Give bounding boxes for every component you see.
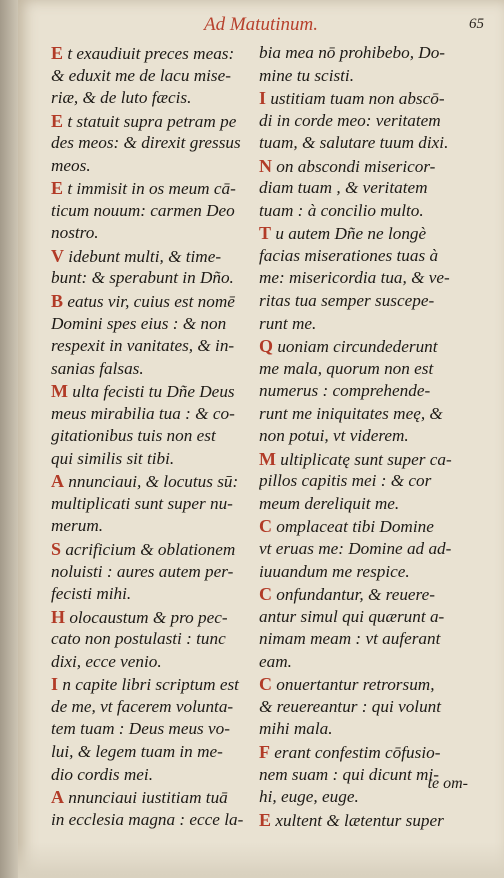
- text-line: [259, 177, 471, 200]
- line-text: non potui, vt viderem.: [259, 426, 409, 446]
- text-line: [259, 628, 471, 651]
- line-text: u autem Dñe ne longè: [271, 224, 427, 244]
- line-text: ustitiam tuam non abscō-: [266, 89, 445, 109]
- text-line: [259, 470, 471, 493]
- line-text: antur simul qui quærunt a-: [259, 606, 445, 626]
- text-line: [259, 538, 471, 561]
- text-line: [51, 764, 263, 787]
- line-text: erant confestim cōfusio-: [270, 742, 441, 762]
- book-binding: [0, 0, 18, 878]
- left-column: [51, 42, 263, 831]
- text-line: [51, 628, 263, 651]
- line-text: vt eruas me: Domine ad ad-: [259, 539, 452, 559]
- text-line: [51, 718, 263, 741]
- text-line: [259, 606, 471, 629]
- text-line: [51, 673, 263, 696]
- text-line: [259, 267, 471, 290]
- line-text: numerus : comprehende-: [259, 381, 431, 401]
- rubric-initial: A: [51, 787, 64, 808]
- text-line: [51, 267, 263, 290]
- line-text: eam.: [259, 651, 292, 671]
- text-line: [51, 583, 263, 606]
- line-text: lui, & legem tuam in me-: [51, 741, 223, 761]
- line-text: iuuandum me respice.: [259, 561, 410, 581]
- line-text: onuertantur retrorsum,: [272, 675, 435, 695]
- line-text: pillos capitis mei : & cor: [259, 471, 432, 491]
- line-text: tuam : à concilio multo.: [259, 200, 424, 220]
- text-line: [51, 696, 263, 719]
- text-line: [51, 470, 263, 493]
- line-text: tuam, & salutare tuum dixi.: [259, 133, 449, 153]
- text-line: [51, 313, 263, 336]
- line-text: nem suam : qui dicunt mi-: [259, 764, 439, 784]
- text-line: [51, 809, 263, 832]
- text-line: [259, 718, 471, 741]
- line-text: ultiplicatę sunt super ca-: [276, 449, 452, 469]
- line-text: ulta fecisti tu Dñe Deus: [68, 382, 235, 402]
- rubric-initial: C: [259, 584, 272, 605]
- line-text: on abscondi misericor-: [272, 156, 436, 176]
- text-line: [51, 245, 263, 268]
- page-number: 65: [469, 16, 484, 32]
- line-text: hi, euge, euge.: [259, 787, 359, 807]
- text-line: [259, 222, 471, 245]
- line-text: tem tuam : Deus meus vo-: [51, 719, 230, 739]
- line-text: fecisti mihi.: [51, 584, 132, 604]
- text-line: [259, 155, 471, 178]
- line-text: t exaudiuit preces meas:: [63, 44, 235, 63]
- text-line: [51, 606, 263, 629]
- line-text: omplaceat tibi Domine: [272, 517, 434, 537]
- text-line: [259, 65, 471, 88]
- text-line: [259, 673, 471, 696]
- rubric-initial: V: [51, 245, 64, 266]
- text-line: [259, 380, 471, 403]
- text-line: [51, 561, 263, 584]
- text-line: [259, 448, 471, 471]
- text-line: [259, 493, 471, 516]
- line-text: meus mirabilia tua : & co-: [51, 403, 235, 423]
- line-text: cato non postulasti : tunc: [51, 629, 226, 649]
- text-line: [51, 177, 263, 200]
- text-line: [51, 515, 263, 538]
- text-line: [259, 110, 471, 133]
- line-text: t immisit in os meum cā-: [63, 179, 236, 199]
- line-text: n capite libri scriptum est: [58, 675, 239, 695]
- line-text: multiplicati sunt super nu-: [51, 493, 233, 513]
- text-line: [51, 493, 263, 516]
- book-page: [18, 0, 504, 878]
- line-text: diam tuam , & veritatem: [259, 178, 428, 198]
- line-text: meum dereliquit me.: [259, 493, 400, 513]
- right-column: [259, 42, 471, 831]
- rubric-initial: C: [259, 674, 272, 695]
- line-text: nnunciaui, & locutus sū:: [64, 472, 239, 492]
- catchword: te om-: [427, 775, 468, 792]
- text-line: [259, 583, 471, 606]
- text-line: [259, 335, 471, 358]
- line-text: respexit in vanitates, & in-: [51, 336, 235, 356]
- line-text: mine tu scisti.: [259, 65, 355, 85]
- line-text: riæ, & de luto fæcis.: [51, 88, 192, 108]
- line-text: mihi mala.: [259, 719, 333, 739]
- line-text: gitationibus tuis non est: [51, 426, 216, 446]
- line-text: me mala, quorum non est: [259, 358, 434, 378]
- line-text: & reuereantur : qui volunt: [259, 696, 442, 716]
- text-line: [51, 222, 263, 245]
- rubric-initial: M: [259, 448, 276, 469]
- line-text: t statuit supra petram pe: [63, 111, 237, 131]
- rubric-initial: M: [51, 381, 68, 402]
- text-line: [51, 65, 263, 88]
- text-line: [259, 200, 471, 223]
- line-text: acrificium & oblationem: [61, 540, 236, 560]
- text-line: [259, 358, 471, 381]
- text-line: [259, 809, 471, 832]
- text-line: [51, 786, 263, 809]
- rubric-initial: C: [259, 516, 272, 537]
- line-text: idebunt multi, & time-: [64, 246, 222, 266]
- line-text: de me, vt facerem volunta-: [51, 696, 234, 716]
- text-line: [259, 42, 471, 65]
- line-text: nostro.: [51, 223, 99, 243]
- line-text: meos.: [51, 155, 91, 175]
- rubric-initial: E: [51, 110, 64, 131]
- rubric-initial: N: [259, 155, 272, 176]
- line-text: sanias falsas.: [51, 358, 144, 378]
- line-text: dixi, ecce venio.: [51, 651, 162, 671]
- rubric-initial: I: [259, 88, 267, 109]
- rubric-initial: E: [259, 809, 272, 830]
- line-text: runt me.: [259, 313, 317, 333]
- line-text: facias miserationes tuas à: [259, 245, 439, 265]
- text-line: [51, 538, 263, 561]
- text-line: [51, 87, 263, 110]
- line-text: eatus vir, cuius est nomē: [63, 292, 235, 312]
- text-line: [259, 651, 471, 674]
- rubric-initial: H: [51, 606, 66, 627]
- text-line: [51, 155, 263, 178]
- text-line: [259, 741, 471, 764]
- running-header: Ad Matutinum.: [204, 14, 318, 35]
- rubric-initial: E: [51, 43, 64, 63]
- text-line: [259, 290, 471, 313]
- text-line: [259, 132, 471, 155]
- line-text: nimam meam : vt auferant: [259, 629, 441, 649]
- text-line: [51, 651, 263, 674]
- text-line: [51, 425, 263, 448]
- text-line: [51, 132, 263, 155]
- line-text: di in corde meo: veritatem: [259, 110, 441, 130]
- text-line: [259, 696, 471, 719]
- text-line: [259, 245, 471, 268]
- text-line: [51, 110, 263, 133]
- line-text: qui similis sit tibi.: [51, 448, 175, 468]
- rubric-initial: B: [51, 291, 64, 312]
- line-text: in ecclesia magna : ecce la-: [51, 809, 244, 829]
- text-line: [51, 448, 263, 471]
- rubric-initial: S: [51, 539, 62, 560]
- text-line: [259, 515, 471, 538]
- rubric-initial: Q: [259, 336, 274, 357]
- line-text: & eduxit me de lacu mise-: [51, 65, 231, 85]
- line-text: bia mea nō prohibebo, Do-: [259, 43, 446, 62]
- text-line: [51, 403, 263, 426]
- line-text: ritas tua semper suscepe-: [259, 291, 435, 311]
- text-line: [51, 741, 263, 764]
- text-line: [51, 200, 263, 223]
- line-text: me: misericordia tua, & ve-: [259, 268, 450, 288]
- line-text: ticum nouum: carmen Deo: [51, 200, 235, 220]
- rubric-initial: F: [259, 741, 270, 762]
- text-line: [51, 42, 263, 65]
- text-line: [259, 87, 471, 110]
- line-text: olocaustum & pro pec-: [65, 607, 228, 627]
- line-text: noluisti : aures autem per-: [51, 561, 234, 581]
- rubric-initial: T: [259, 223, 272, 244]
- rubric-initial: E: [51, 178, 64, 199]
- text-line: [51, 290, 263, 313]
- line-text: uoniam circundederunt: [273, 337, 438, 357]
- line-text: bunt: & sperabunt in Dño.: [51, 268, 234, 288]
- text-line: [259, 313, 471, 336]
- line-text: xultent & lætentur super: [271, 810, 444, 830]
- line-text: Domini spes eius : & non: [51, 313, 227, 333]
- line-text: nnunciaui iustitiam tuā: [64, 788, 228, 808]
- rubric-initial: I: [51, 674, 59, 695]
- line-text: dio cordis mei.: [51, 764, 153, 784]
- line-text: runt me iniquitates meę, &: [259, 403, 443, 423]
- line-text: des meos: & direxit gressus: [51, 133, 241, 153]
- line-text: merum.: [51, 516, 104, 536]
- text-line: [51, 358, 263, 381]
- text-line: [51, 380, 263, 403]
- text-line: [51, 335, 263, 358]
- text-line: [259, 561, 471, 584]
- line-text: onfundantur, & reuere-: [272, 585, 435, 605]
- rubric-initial: A: [51, 471, 64, 492]
- text-line: [259, 403, 471, 426]
- text-line: [259, 425, 471, 448]
- page-shadow: [18, 842, 504, 878]
